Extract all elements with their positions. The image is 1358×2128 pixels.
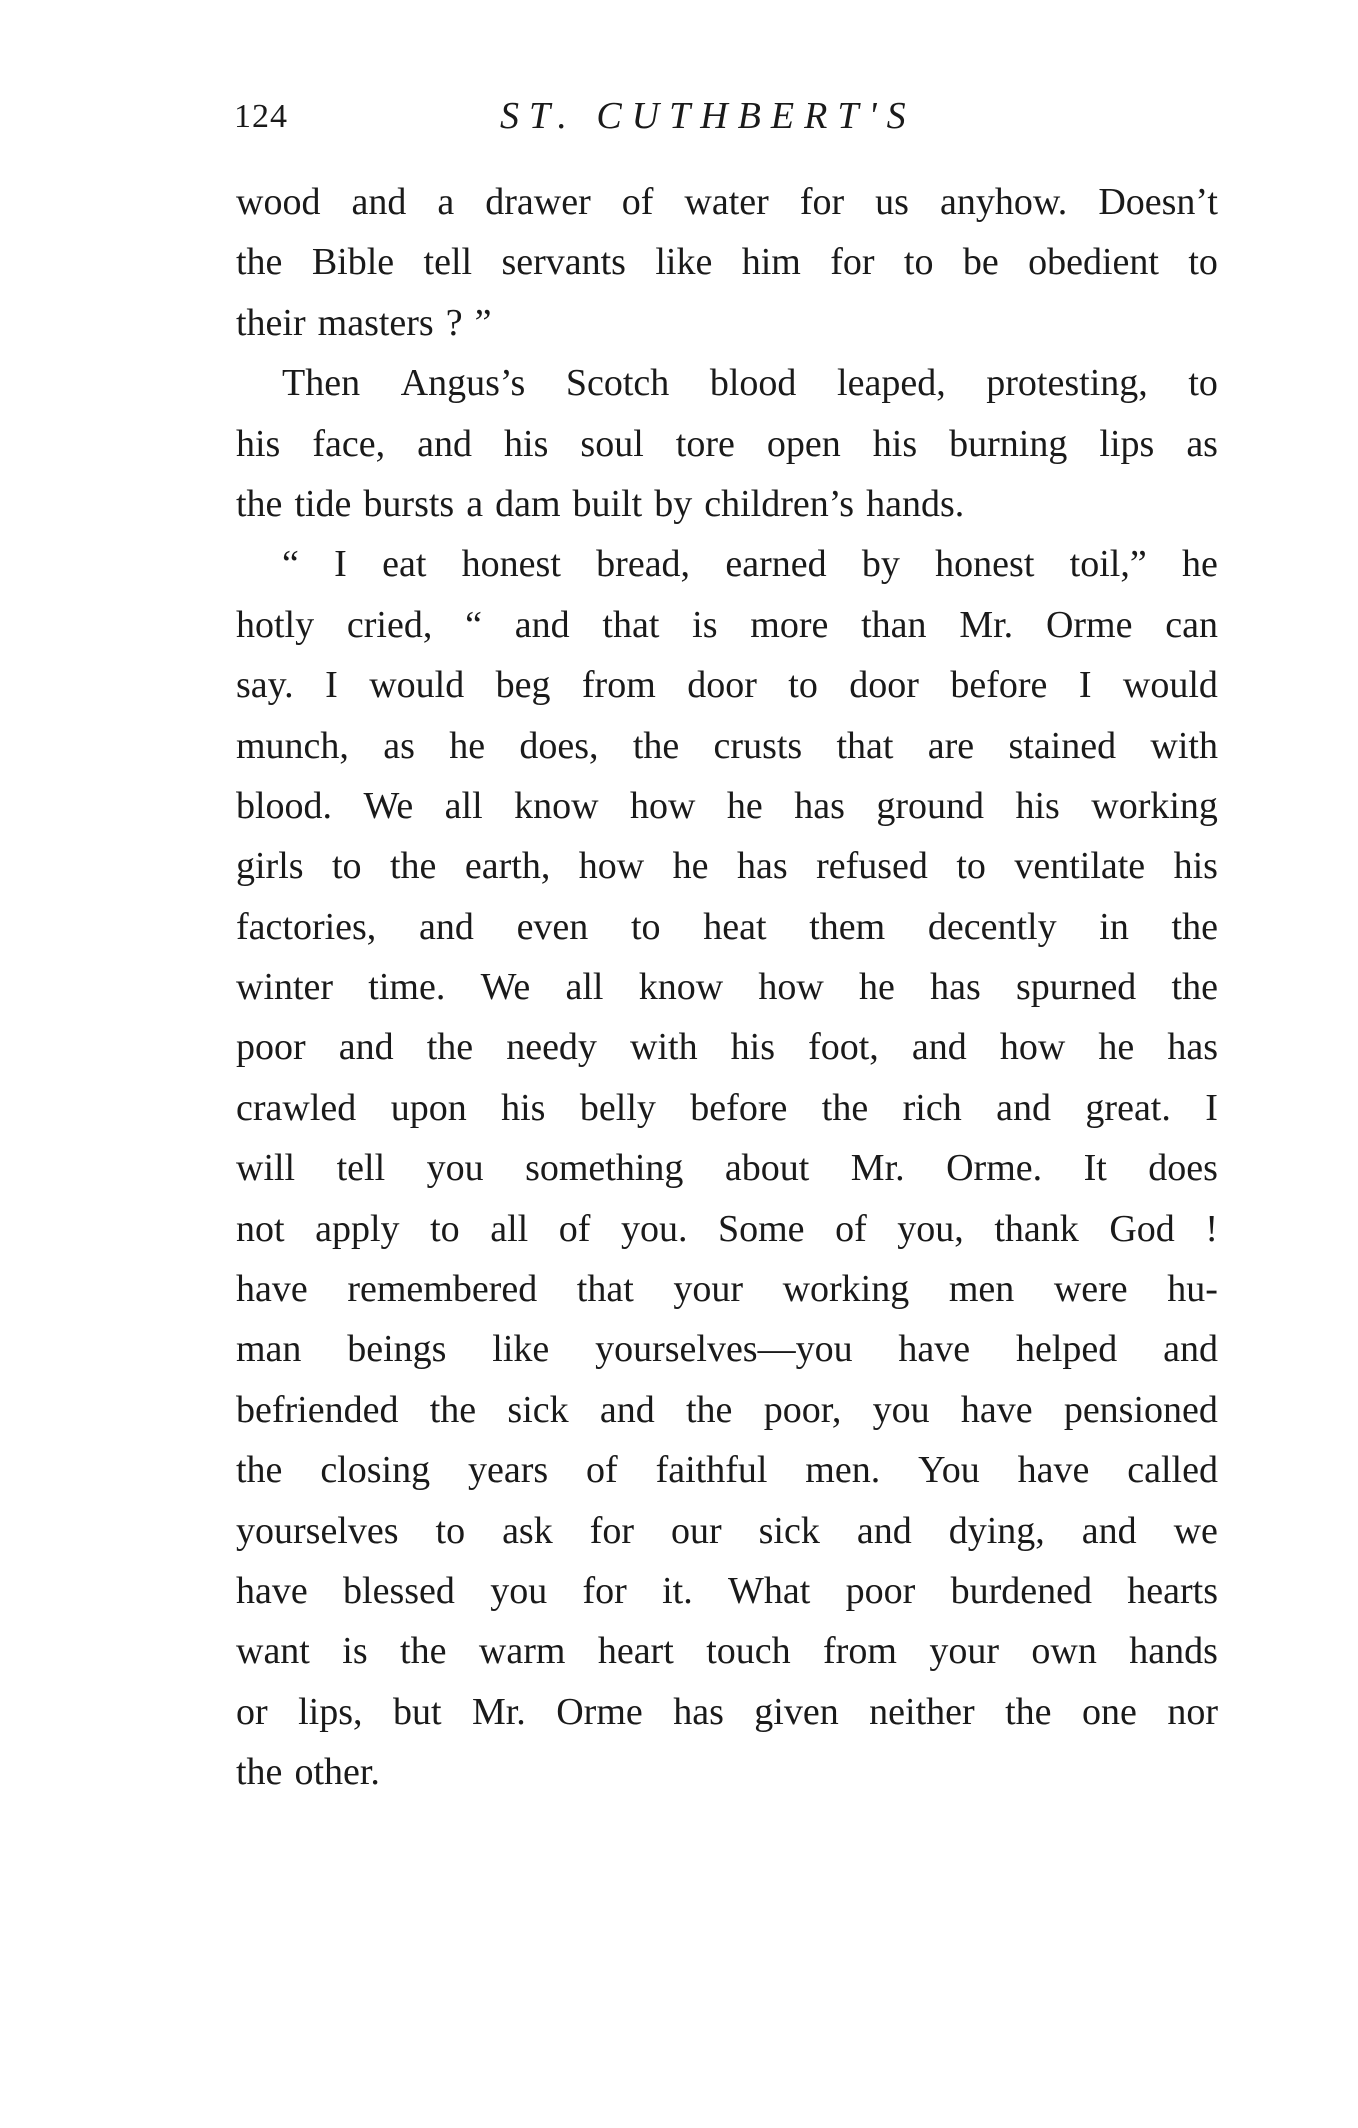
word: the (390, 845, 437, 888)
word: men (948, 1268, 1015, 1311)
word: he (726, 784, 763, 827)
word: have (898, 1328, 971, 1371)
word: has (794, 784, 845, 827)
page-number: 124 (234, 98, 288, 135)
word: stained (1008, 724, 1117, 767)
word: does, (519, 724, 599, 767)
word: decently (927, 905, 1057, 948)
word: to (630, 905, 661, 948)
word: of (621, 181, 654, 223)
word: from (823, 1630, 897, 1673)
word: blood (709, 362, 797, 405)
word: hands. (866, 482, 965, 525)
word: has (930, 966, 981, 1009)
word: earned (725, 543, 827, 586)
word: rich (902, 1086, 962, 1129)
word: to (332, 845, 362, 888)
word: a (437, 181, 455, 223)
word: to (788, 664, 818, 707)
body-text (236, 172, 1218, 1803)
word: the (1171, 966, 1218, 1009)
word: how (578, 845, 645, 888)
word: anyhow. (939, 181, 1068, 223)
word: eat (382, 543, 427, 586)
word: the (236, 1449, 283, 1492)
word: ground (876, 784, 985, 827)
word: the (632, 724, 680, 767)
word: ” (474, 301, 492, 344)
word: dying, (948, 1509, 1045, 1552)
word: belly (579, 1086, 656, 1129)
word: We (480, 966, 531, 1009)
word: all (490, 1207, 529, 1250)
word: upon (390, 1086, 467, 1129)
word: spurned (1016, 966, 1137, 1009)
page-header (234, 95, 1214, 148)
word: you. (620, 1207, 688, 1250)
word: yourselves (236, 1509, 399, 1552)
word: we (1173, 1509, 1218, 1552)
word: him (741, 241, 801, 284)
word: one (1082, 1690, 1137, 1733)
text-line (236, 655, 1218, 715)
word: helped (1015, 1328, 1118, 1371)
word: servants (501, 241, 626, 284)
word: before (950, 664, 1048, 707)
word: faithful (655, 1449, 768, 1492)
word: how (999, 1026, 1066, 1069)
word: how (630, 784, 696, 827)
word: is (342, 1630, 368, 1673)
word: you (490, 1569, 548, 1612)
word: their (236, 301, 306, 344)
word: and (1163, 1328, 1218, 1371)
word: working (1091, 784, 1218, 827)
word: built (572, 482, 643, 525)
word: about (724, 1147, 810, 1190)
word: hands (1129, 1630, 1218, 1673)
word: from (581, 664, 656, 707)
text-line (236, 1561, 1218, 1621)
word: face, (312, 422, 386, 465)
word: Then (282, 362, 361, 405)
word: Mr. (959, 603, 1014, 646)
text-line (236, 776, 1218, 836)
word: the (400, 1630, 447, 1673)
word: Mr. (471, 1690, 526, 1733)
word: all (444, 784, 483, 827)
word: thank (994, 1207, 1079, 1250)
text-line (236, 1199, 1218, 1259)
word: apply (315, 1207, 400, 1250)
word: winter (236, 966, 334, 1009)
word: burdened (950, 1569, 1092, 1612)
text-line (236, 232, 1218, 292)
word: or (236, 1690, 268, 1733)
word: his (1015, 784, 1060, 827)
word: our (671, 1509, 722, 1552)
word: warm (478, 1630, 566, 1673)
word: know (514, 784, 599, 827)
word: has (1167, 1026, 1218, 1069)
word: other. (294, 1751, 380, 1794)
word: the (821, 1086, 869, 1129)
word: burning (949, 422, 1068, 465)
word: and (599, 1388, 655, 1431)
word: ? (445, 301, 463, 344)
word: tell (336, 1147, 386, 1190)
word: his (1173, 845, 1218, 888)
word: refused (816, 845, 928, 888)
word: hearts (1127, 1569, 1218, 1612)
word: has (736, 845, 788, 888)
word: of (586, 1449, 618, 1492)
word: of (558, 1207, 591, 1250)
word: you, (897, 1207, 964, 1250)
word: children’s (704, 482, 855, 525)
word: to (1188, 241, 1218, 284)
word: hu- (1167, 1268, 1218, 1311)
word: You (918, 1449, 980, 1492)
word: to (435, 1509, 466, 1552)
word: It (1083, 1147, 1107, 1190)
word: pensioned (1063, 1388, 1218, 1431)
word: has (673, 1690, 724, 1733)
word: the (686, 1388, 733, 1431)
word: working (782, 1268, 910, 1311)
word: I (325, 664, 338, 707)
word: would (369, 664, 465, 707)
word: neither (869, 1690, 975, 1733)
word: are (927, 724, 975, 767)
word: Orme (556, 1690, 643, 1733)
word: the (236, 1751, 283, 1794)
word: for (830, 241, 875, 284)
word: in (1099, 905, 1129, 948)
word: his (236, 422, 281, 465)
word: needy (506, 1026, 597, 1069)
word: the (426, 1026, 474, 1069)
word: open (766, 422, 841, 465)
word: heart (597, 1630, 674, 1673)
word: is (692, 603, 718, 646)
word: that (576, 1268, 634, 1311)
word: us (875, 181, 909, 223)
word: bread, (596, 543, 691, 586)
word: you (872, 1388, 930, 1431)
word: earth, (464, 845, 551, 888)
word: you (426, 1147, 484, 1190)
word: I (334, 543, 347, 586)
word: and (996, 1086, 1051, 1129)
word: something (525, 1147, 684, 1190)
word: great. (1085, 1086, 1171, 1129)
word: sick (758, 1509, 820, 1552)
word: the (236, 482, 283, 525)
word: ask (502, 1509, 553, 1552)
word: tide (294, 482, 352, 525)
word: Orme (1045, 603, 1133, 646)
word: of (835, 1207, 867, 1250)
word: your (929, 1630, 999, 1673)
text-line (236, 957, 1218, 1017)
text-line (236, 293, 1218, 353)
word: the (1005, 1690, 1052, 1733)
word: door (849, 664, 919, 707)
text-line (236, 1440, 1218, 1500)
word: protesting, (986, 362, 1148, 405)
word: girls (236, 845, 304, 888)
word: them (809, 905, 886, 948)
word: but (392, 1690, 442, 1733)
word: your (673, 1268, 743, 1311)
text-line (236, 534, 1218, 594)
word: drawer (485, 181, 591, 223)
word: that (602, 603, 660, 646)
word: were (1053, 1268, 1128, 1311)
word: poor (845, 1569, 916, 1612)
word: would (1122, 664, 1218, 707)
text-line (236, 1319, 1218, 1379)
word: will (236, 1147, 296, 1190)
word: to (956, 845, 986, 888)
word: he (449, 724, 486, 767)
text-line (236, 897, 1218, 957)
word: soul (580, 422, 644, 465)
word: say. (236, 664, 294, 707)
word: remembered (347, 1268, 538, 1311)
word: a (466, 482, 484, 525)
word: leaped, (837, 362, 946, 405)
text-line (236, 1380, 1218, 1440)
word: and (417, 422, 473, 465)
word: dam (495, 482, 561, 525)
text-line (236, 1017, 1218, 1077)
word: wood (236, 181, 321, 223)
word: and (911, 1026, 967, 1069)
word: munch, (236, 724, 349, 767)
word: own (1031, 1630, 1097, 1673)
word: not (236, 1207, 285, 1250)
word: time. (368, 966, 446, 1009)
word: more (750, 603, 829, 646)
word: and (338, 1026, 394, 1069)
word: given (754, 1690, 839, 1733)
word: Bible (311, 241, 395, 284)
word: masters (317, 301, 434, 344)
text-line (236, 414, 1218, 474)
word: sick (507, 1388, 569, 1431)
word: it. (662, 1569, 693, 1612)
word: for (589, 1509, 635, 1552)
text-line (236, 716, 1218, 776)
word: by (861, 543, 900, 586)
word: before (690, 1086, 788, 1129)
word: We (363, 784, 414, 827)
text-line (236, 474, 1218, 534)
word: tore (675, 422, 735, 465)
word: Angus’s (400, 362, 526, 405)
word: heat (703, 905, 767, 948)
word: for (799, 181, 845, 223)
word: does (1148, 1147, 1218, 1190)
text-line (236, 836, 1218, 896)
word: What (728, 1569, 811, 1612)
word: to (903, 241, 934, 284)
word: yourselves—you (595, 1328, 853, 1371)
word: his (504, 422, 549, 465)
word: to (430, 1207, 460, 1250)
word: I (1078, 664, 1092, 707)
word: want (236, 1630, 310, 1673)
word: crusts (713, 724, 803, 767)
word: that (836, 724, 894, 767)
word: Orme. (946, 1147, 1043, 1190)
word: the (236, 241, 283, 284)
text-line (236, 1682, 1218, 1742)
word: with (630, 1026, 698, 1069)
word: closing (320, 1449, 431, 1492)
word: how (758, 966, 824, 1009)
word: hotly (236, 603, 315, 646)
word: honest (935, 543, 1035, 586)
word: ! (1205, 1207, 1218, 1250)
running-title: ST. CUTHBERT'S (500, 95, 916, 137)
word: Scotch (565, 362, 670, 405)
word: have (236, 1268, 308, 1311)
word: factories, (236, 905, 377, 948)
word: cried, (346, 603, 433, 646)
word: water (684, 181, 769, 223)
word: know (638, 966, 724, 1009)
word: his (501, 1086, 546, 1129)
text-line (236, 353, 1218, 413)
word: have (1017, 1449, 1090, 1492)
word: than (861, 603, 927, 646)
word: ventilate (1014, 845, 1146, 888)
word: and (1081, 1509, 1137, 1552)
word: and (419, 905, 474, 948)
word: touch (706, 1630, 791, 1673)
word: nor (1167, 1690, 1218, 1733)
word: to (1188, 362, 1218, 405)
word: with (1150, 724, 1218, 767)
word: lips (1099, 422, 1155, 465)
word: foot, (808, 1026, 879, 1069)
word: for (582, 1569, 627, 1612)
word: the (1171, 905, 1218, 948)
word: beings (347, 1328, 447, 1371)
word: God (1109, 1207, 1175, 1250)
word: tell (423, 241, 473, 284)
word: beg (495, 664, 551, 707)
word: blood. (236, 784, 333, 827)
word: man (236, 1328, 302, 1371)
text-line (236, 1259, 1218, 1319)
word: “ (282, 543, 299, 586)
word: his (730, 1026, 776, 1069)
word: “ (465, 603, 482, 646)
word: years (467, 1449, 549, 1492)
word: and (351, 181, 407, 223)
text-line (236, 1501, 1218, 1561)
word: the (429, 1388, 477, 1431)
text-line (236, 1138, 1218, 1198)
word: all (565, 966, 604, 1009)
word: his (872, 422, 918, 465)
word: as (1186, 422, 1218, 465)
word: men. (805, 1449, 881, 1492)
word: Some (717, 1207, 805, 1250)
word: be (962, 241, 999, 284)
word: and (514, 603, 570, 646)
text-line (236, 1742, 1218, 1802)
word: like (492, 1328, 550, 1371)
word: he (1098, 1026, 1135, 1069)
word: blessed (343, 1569, 455, 1612)
word: even (516, 905, 589, 948)
word: can (1165, 603, 1218, 646)
word: as (383, 724, 415, 767)
word: have (236, 1569, 308, 1612)
text-line (236, 595, 1218, 655)
word: he (672, 845, 709, 888)
word: like (655, 241, 713, 284)
word: he (1182, 543, 1218, 586)
word: toil,” (1069, 543, 1147, 586)
word: befriended (236, 1388, 399, 1431)
word: by (654, 482, 693, 525)
word: poor, (763, 1388, 842, 1431)
word: Mr. (850, 1147, 905, 1190)
word: and (856, 1509, 912, 1552)
word: called (1127, 1449, 1218, 1492)
word: honest (461, 543, 561, 586)
text-line (236, 1078, 1218, 1138)
word: I (1205, 1086, 1218, 1129)
text-line (236, 1621, 1218, 1681)
word: bursts (363, 482, 455, 525)
word: he (859, 966, 895, 1009)
text-line (236, 172, 1218, 232)
word: Doesn’t (1098, 181, 1218, 223)
word: poor (236, 1026, 306, 1069)
word: door (687, 664, 757, 707)
word: have (960, 1388, 1033, 1431)
word: obedient (1028, 241, 1159, 284)
word: crawled (236, 1086, 357, 1129)
word: lips, (298, 1690, 363, 1733)
